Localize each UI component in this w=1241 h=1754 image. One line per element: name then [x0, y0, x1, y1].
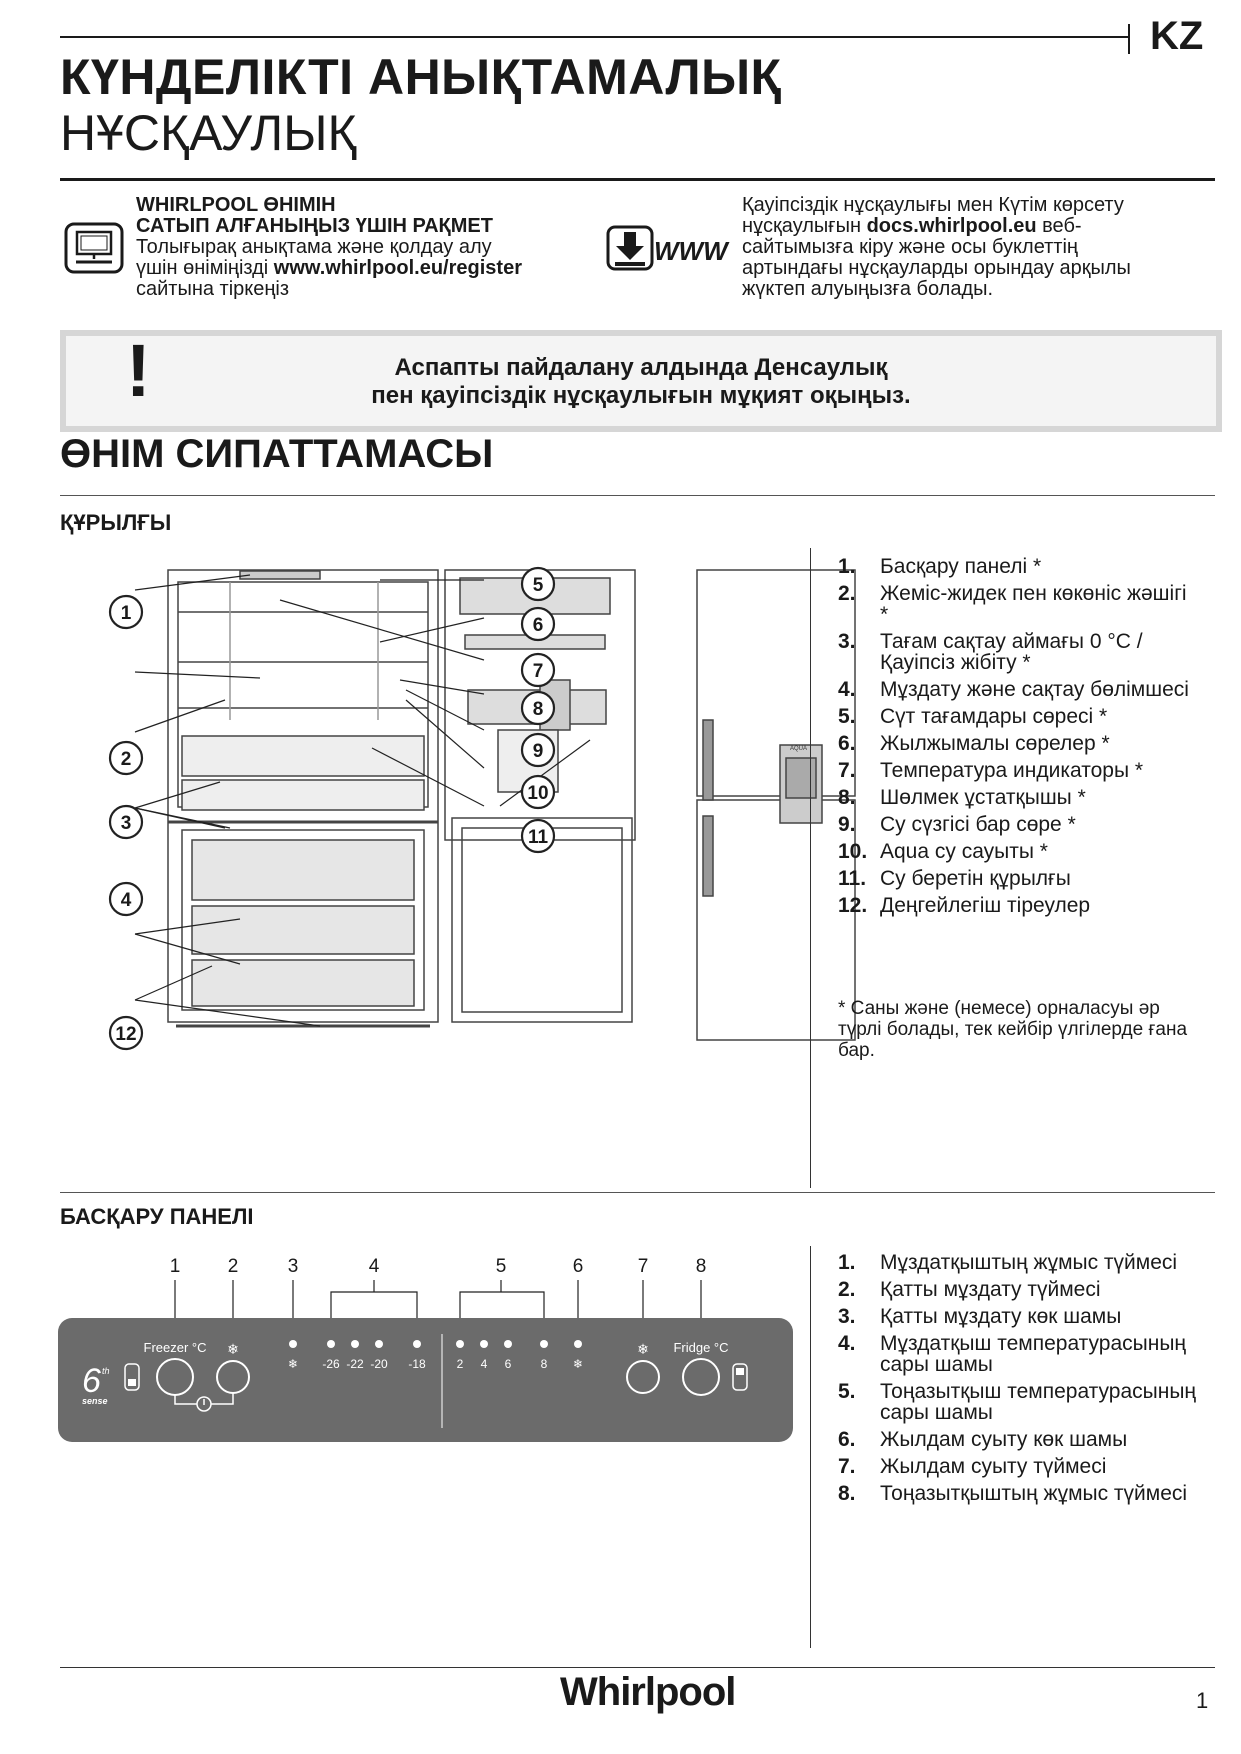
callout-9: 9: [532, 741, 544, 762]
control-item-number: 4.: [838, 1332, 856, 1355]
part-item-number: 12.: [838, 894, 868, 917]
callout-3: 3: [120, 813, 132, 834]
part-item: [838, 868, 1198, 889]
part-item: [838, 841, 1198, 862]
control-item-number: 3.: [838, 1305, 856, 1328]
part-item-label: Жеміс-жидек пен көкөніс жәшігі *: [880, 582, 1187, 626]
part-item-number: 11.: [838, 867, 867, 890]
part-item-number: 8.: [838, 786, 856, 809]
panel-callout-7: 7: [637, 1256, 649, 1277]
control-item: [838, 1306, 1210, 1327]
fast-cool-icon: ❄: [637, 1341, 649, 1357]
fridge-diagram: [100, 560, 808, 1085]
column-divider-2: [810, 1246, 811, 1648]
control-item: [838, 1456, 1210, 1477]
sense-logo-number: 6: [82, 1362, 101, 1400]
part-item-label: Су беретін құрылғы: [880, 867, 1071, 890]
control-item-number: 7.: [838, 1455, 856, 1478]
part-item: [838, 706, 1198, 727]
sense-logo-sup: th: [102, 1366, 110, 1376]
callout-11: 11: [527, 827, 549, 848]
freezer-temp-1: -22: [346, 1357, 364, 1371]
fast-freeze-icon: ❄: [227, 1341, 239, 1357]
part-item-label: Шөлмек ұстатқышы *: [880, 786, 1086, 809]
control-item-number: 1.: [838, 1251, 856, 1274]
svg-text:WWW: WWW: [654, 236, 728, 266]
part-item: [838, 631, 1198, 673]
parts-note: * Саны және (немесе) орналасуы әр түрлі болады, тек кейбір үлгілерде ғана бар.: [838, 998, 1188, 1061]
part-item: [838, 556, 1198, 577]
callout-1: 1: [120, 603, 132, 624]
page-number: 1: [1196, 1688, 1209, 1713]
fast-freeze-light-icon: ❄: [287, 1357, 299, 1371]
callout-12: 12: [115, 1024, 137, 1045]
callout-8: 8: [532, 699, 544, 720]
structure-title: ҚҰРЫЛҒЫ: [60, 510, 172, 535]
freezer-temp-2: -20: [370, 1357, 388, 1371]
control-panel-title: БАСҚАРУ ПАНЕЛІ: [60, 1204, 254, 1229]
footer-rule: [60, 1667, 1215, 1668]
registration-info: WHIRLPOOL ӨНІМІН САТЫП АЛҒАНЫҢЫЗ ҮШІН РАҚМЕТ Толығырақ анықтама және қолдау алу үшін өніміңізді www.whirlpool.eu/register сайтына тіркеңіз: [136, 194, 522, 300]
control-item: [838, 1381, 1210, 1423]
download-www-icon: [606, 224, 734, 279]
part-item-number: 5.: [838, 705, 856, 728]
title-divider: [60, 178, 1215, 181]
part-item-label: Басқару панелі *: [880, 555, 1042, 578]
control-item-label: Мұздатқыштың жұмыс түймесі: [880, 1251, 1178, 1274]
panel-callout-6: 6: [572, 1256, 584, 1277]
language-code: KZ: [1150, 14, 1204, 58]
part-item: [838, 895, 1198, 916]
part-item: [838, 679, 1198, 700]
control-item: [838, 1279, 1210, 1300]
part-item-number: 2.: [838, 582, 856, 605]
panel-callout-4: 4: [368, 1256, 380, 1277]
callout-2: 2: [120, 749, 132, 770]
control-item: [838, 1429, 1210, 1450]
computer-icon: [64, 222, 124, 279]
freezer-temp-3: -18: [408, 1357, 426, 1371]
fridge-temp-2: 6: [504, 1357, 512, 1371]
header-rule: [60, 36, 1128, 38]
register-link[interactable]: www.whirlpool.eu/register: [273, 257, 522, 279]
control-item-label: Жылдам суыту түймесі: [880, 1455, 1107, 1478]
page-subtitle: НҰСҚАУЛЫҚ: [60, 105, 357, 161]
parts-list: [838, 556, 1198, 922]
safety-docs-info: Қауіпсіздік нұсқаулығы мен Күтім көрсету нұсқаулығын docs.whirlpool.eu веб- сайтымызға кіру және осы буклеттің артындағы нұсқауларды орындау арқылы жүктеп алуыңызға болады.: [742, 194, 1131, 300]
control-item: [838, 1252, 1210, 1273]
section-divider: [60, 495, 1215, 496]
fridge-label: Fridge °C: [673, 1340, 729, 1355]
control-item-label: Тоңазытқыш температурасының сары шамы: [880, 1380, 1197, 1424]
control-item: [838, 1333, 1210, 1375]
column-divider: [810, 548, 811, 1188]
safety-warning-text: Аспапты пайдалану алдында Денсаулық пен қауіпсіздік нұсқаулығын мұқият оқыңыз.: [371, 354, 911, 409]
control-item-number: 8.: [838, 1482, 856, 1505]
part-item-label: Су сүзгісі бар сөре *: [880, 813, 1076, 836]
part-item-label: Температура индикаторы *: [880, 759, 1144, 782]
panel-callout-5: 5: [495, 1256, 507, 1277]
callout-7: 7: [532, 661, 544, 682]
svg-text:AQUA: AQUA: [790, 746, 808, 752]
control-item-number: 2.: [838, 1278, 856, 1301]
callout-10: 10: [527, 783, 549, 804]
part-item-number: 6.: [838, 732, 856, 755]
freezer-temp-0: -26: [322, 1357, 340, 1371]
section-divider-2: [60, 1192, 1215, 1193]
control-item-label: Тоңазытқыштың жұмыс түймесі: [880, 1482, 1188, 1505]
part-item-number: 10.: [838, 840, 868, 863]
part-item-number: 9.: [838, 813, 856, 836]
section-title-product-description: ӨНІМ СИПАТТАМАСЫ: [60, 432, 494, 476]
docs-link[interactable]: docs.whirlpool.eu: [866, 215, 1037, 237]
part-item-label: Aqua су сауыты *: [880, 840, 1048, 863]
control-panel-list: [838, 1252, 1210, 1510]
whirlpool-logo: Whirlpool: [560, 1670, 736, 1714]
fridge-temp-1: 4: [480, 1357, 488, 1371]
safety-warning-box: [60, 330, 1222, 432]
part-item-label: Жылжымалы сөрелер *: [880, 732, 1110, 755]
fast-cool-light-icon: ❄: [572, 1357, 584, 1371]
part-item: [838, 583, 1198, 625]
part-item: [838, 733, 1198, 754]
page-title: КҮНДЕЛІКТІ АНЫҚТАМАЛЫҚ: [60, 49, 782, 105]
fridge-temp-0: 2: [456, 1357, 464, 1371]
control-item-label: Қатты мұздату түймесі: [880, 1278, 1101, 1301]
part-item-label: Мұздату және сақтау бөлімшесі: [880, 678, 1189, 701]
panel-callout-3: 3: [287, 1256, 299, 1277]
control-item-number: 6.: [838, 1428, 856, 1451]
part-item-number: 3.: [838, 630, 856, 653]
freezer-label: Freezer °C: [143, 1340, 207, 1355]
header-tick: [1128, 24, 1130, 54]
fridge-diagram-svg: [100, 560, 808, 1080]
part-item-label: Сүт тағамдары сөресі *: [880, 705, 1108, 728]
sense-logo-word: sense: [82, 1396, 108, 1406]
part-item: [838, 787, 1198, 808]
control-item-label: Мұздатқыш температурасының сары шамы: [880, 1332, 1187, 1376]
part-item: [838, 814, 1198, 835]
part-item: [838, 760, 1198, 781]
part-item-number: 1.: [838, 555, 856, 578]
callout-6: 6: [532, 615, 544, 636]
part-item-label: Тағам сақтау аймағы 0 °C / Қауіпсіз жібіту *: [880, 630, 1143, 674]
panel-callout-1: 1: [169, 1256, 181, 1277]
fridge-temp-3: 8: [540, 1357, 548, 1371]
part-item-number: 7.: [838, 759, 856, 782]
control-item-label: Жылдам суыту көк шамы: [880, 1428, 1128, 1451]
part-item-label: Деңгейлегіш тіреулер: [880, 894, 1091, 917]
control-item: [838, 1483, 1210, 1504]
control-panel-diagram: [58, 1252, 793, 1447]
callout-4: 4: [120, 890, 132, 911]
panel-callout-2: 2: [227, 1256, 239, 1277]
part-item-number: 4.: [838, 678, 856, 701]
exclamation-icon: !: [126, 329, 151, 412]
control-item-label: Қатты мұздату көк шамы: [880, 1305, 1122, 1328]
panel-callout-8: 8: [695, 1256, 707, 1277]
callout-5: 5: [532, 575, 544, 596]
control-item-number: 5.: [838, 1380, 856, 1403]
